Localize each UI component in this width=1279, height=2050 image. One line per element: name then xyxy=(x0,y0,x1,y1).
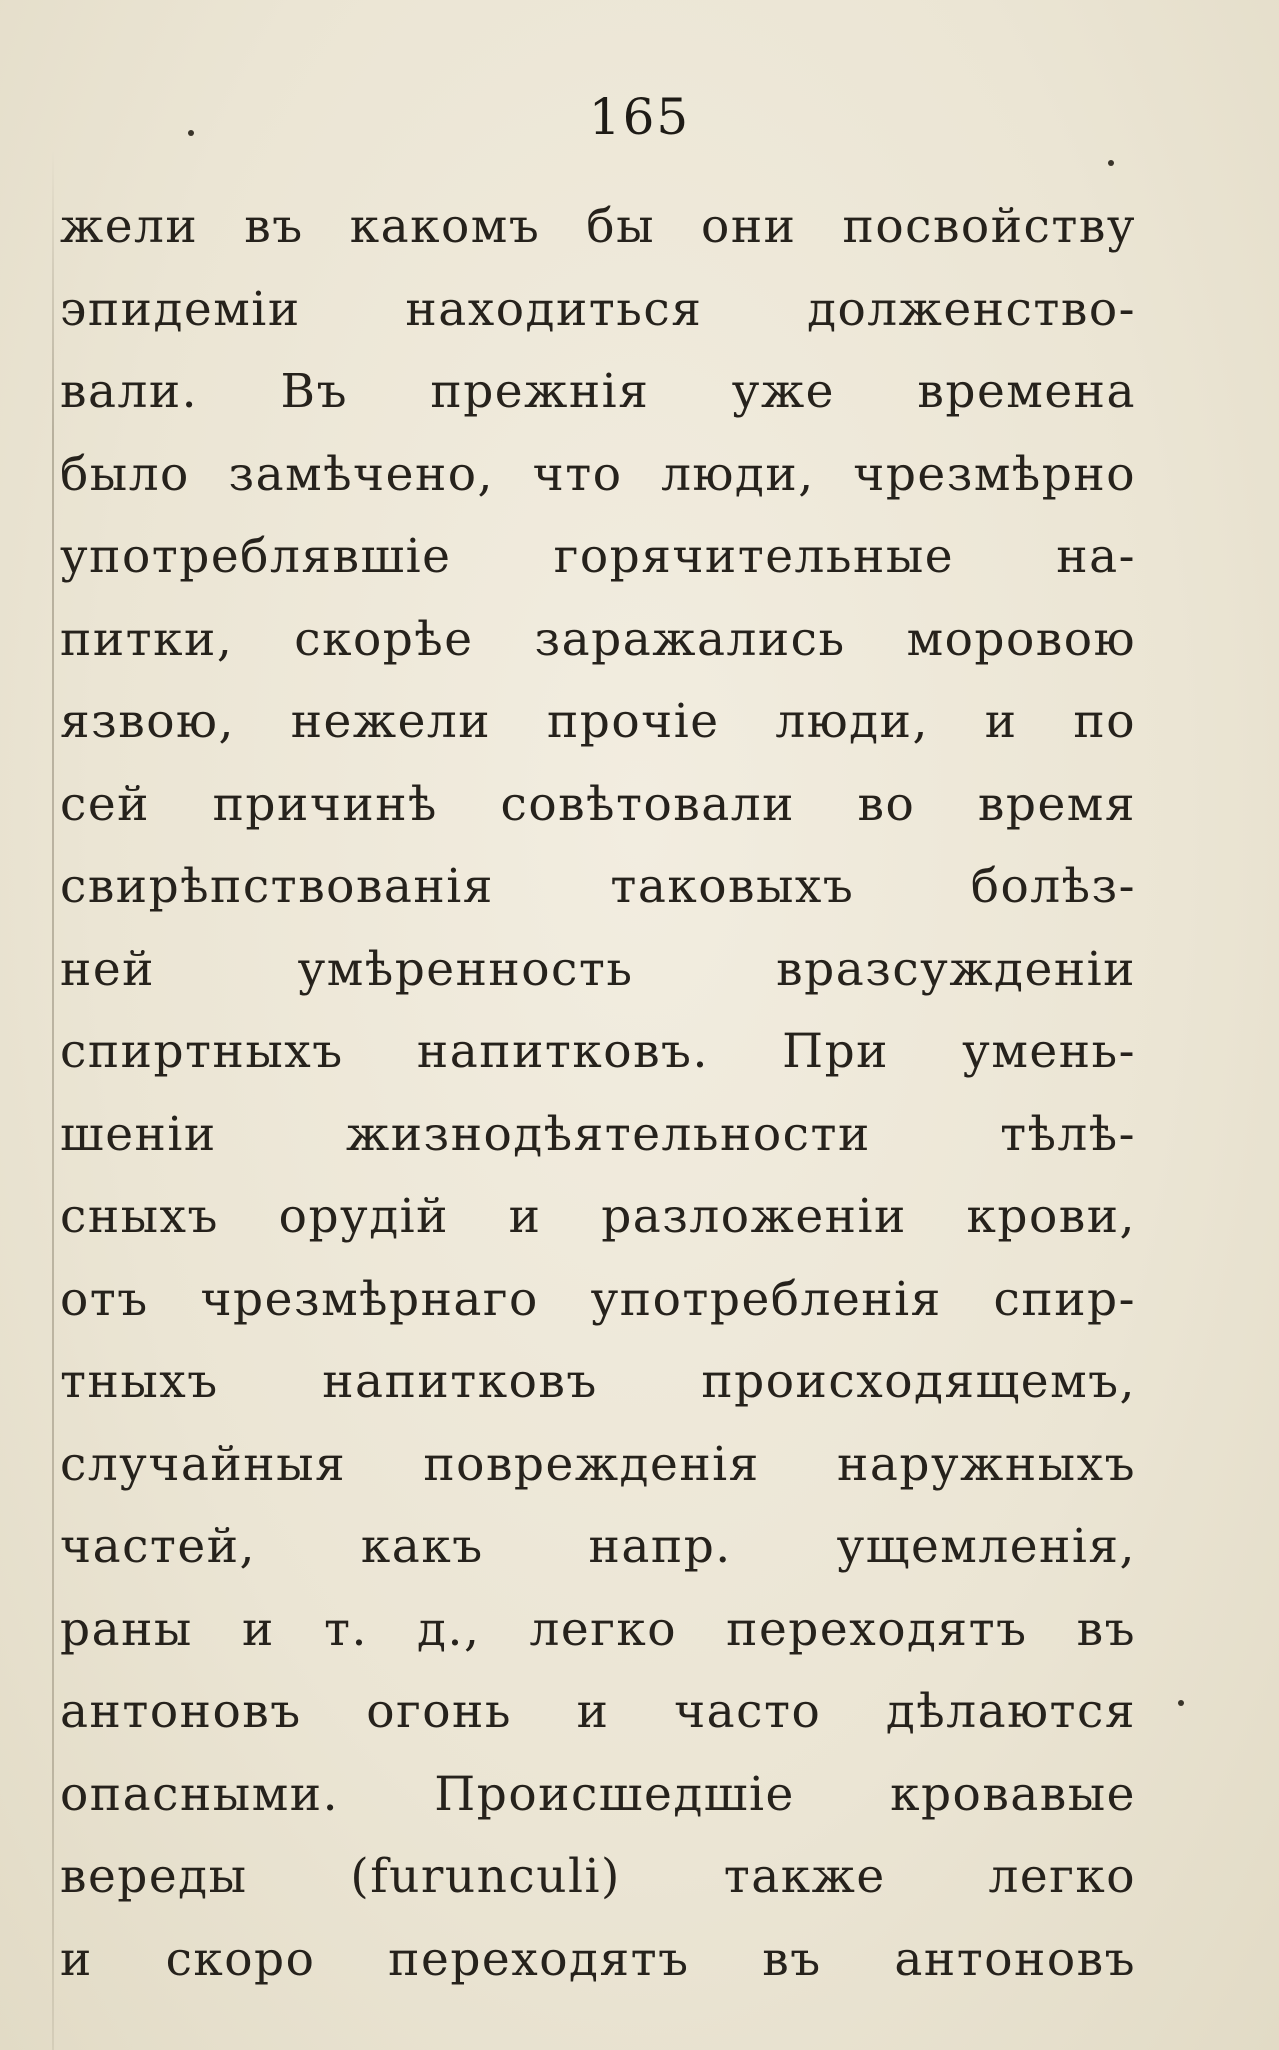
text-line: случайныя поврежденія наружныхъ xyxy=(60,1436,1136,1492)
text-line: сныхъ орудій и разложеніи крови, xyxy=(60,1189,1136,1244)
text-line: и скоро переходятъ въ антоновъ xyxy=(60,1931,1136,1987)
text-line: тныхъ напитковъ происходящемъ, xyxy=(60,1354,1136,1409)
body-text xyxy=(60,186,1136,2001)
text-line: вереды (furunculi) также легко xyxy=(60,1849,1136,1904)
page-number: 165 xyxy=(588,88,691,146)
page-gutter-edge xyxy=(52,150,54,2050)
text-line: эпидеміи находиться долженство- xyxy=(60,281,1136,337)
text-line: раны и т. д., легко переходятъ въ xyxy=(60,1601,1136,1657)
text-line: ней умѣренность вразсужденіи xyxy=(60,941,1136,997)
text-line: питки, скорѣе заражались моровою xyxy=(60,611,1136,667)
text-line: вали. Въ прежнія уже времена xyxy=(60,364,1136,419)
ink-speck xyxy=(1108,160,1114,166)
text-line: употреблявшіе горячительные на- xyxy=(60,529,1136,584)
text-line: отъ чрезмѣрнаго употребленія спир- xyxy=(60,1271,1136,1327)
text-line: антоновъ огонь и часто дѣлаются xyxy=(60,1684,1136,1739)
text-line: жели въ какомъ бы они посвойству xyxy=(60,199,1136,254)
text-line: опасными. Происшедшіе кровавые xyxy=(60,1766,1136,1822)
text-line: свирѣпствованія таковыхъ болѣз- xyxy=(60,859,1136,914)
text-line: спиртныхъ напитковъ. При умень- xyxy=(60,1024,1136,1079)
text-line: частей, какъ напр. ущемленія, xyxy=(60,1519,1136,1574)
ink-speck xyxy=(1178,1700,1184,1706)
text-line: сей причинѣ совѣтовали во время xyxy=(60,776,1136,832)
text-line: язвою, нежели прочіе люди, и по xyxy=(60,694,1136,749)
text-line: шеніи жизнодѣятельности тѣлѣ- xyxy=(60,1106,1136,1162)
text-line: было замѣчено, что люди, чрезмѣрно xyxy=(60,446,1136,502)
